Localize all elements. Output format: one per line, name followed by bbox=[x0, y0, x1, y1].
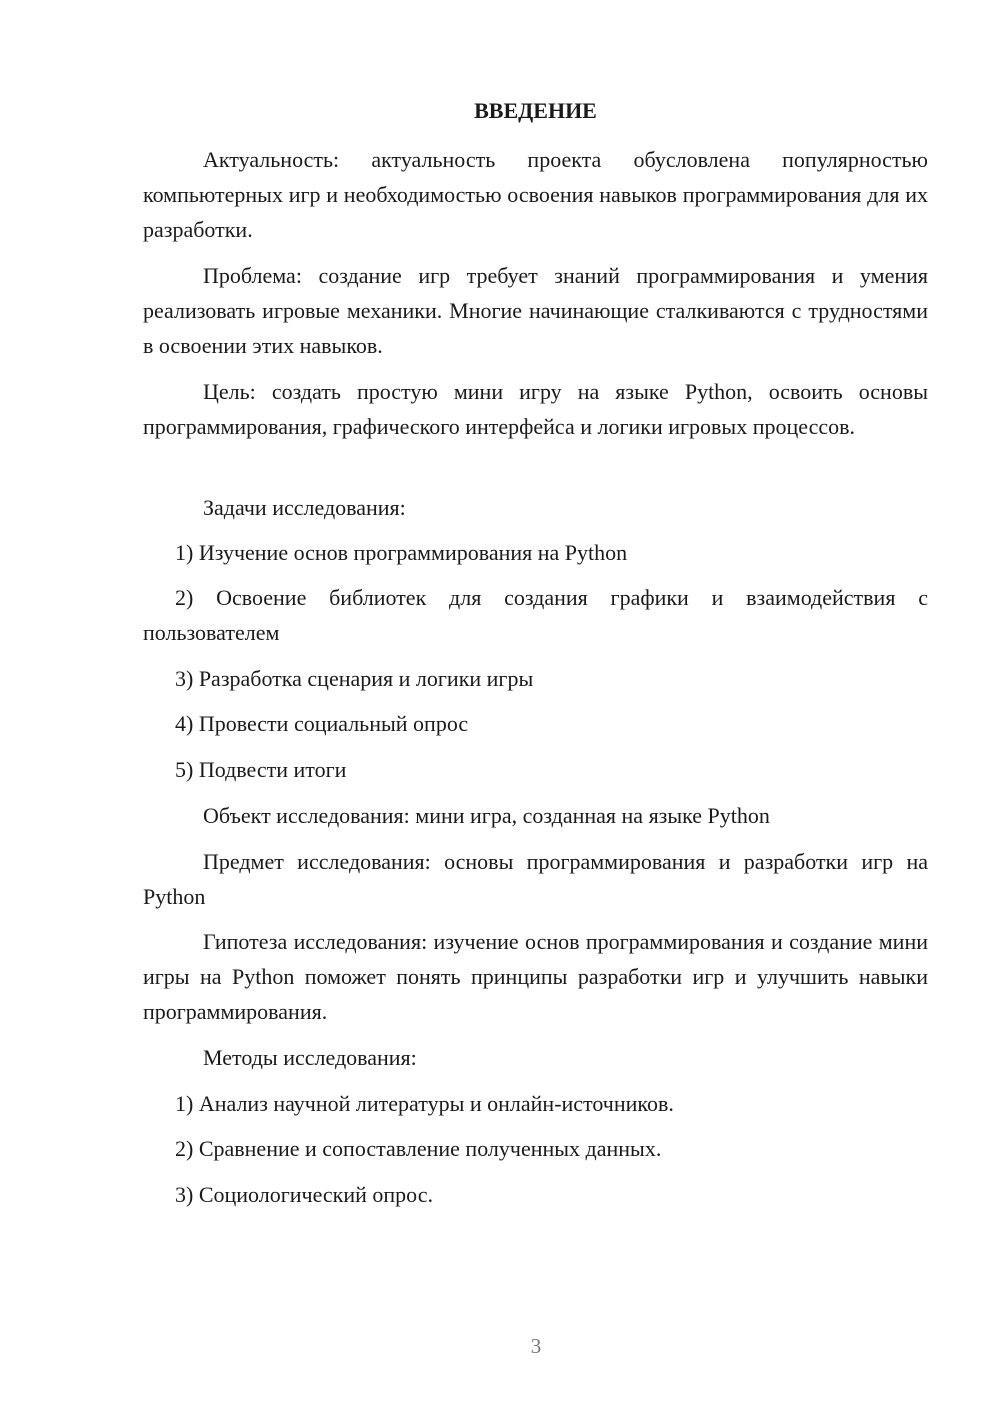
task-item: 5) Подвести итоги bbox=[175, 757, 347, 782]
problem-paragraph: Проблема: создание игр требует знаний программирования и умения реализовать игровые механики. Многие начинающие сталкиваются с трудностями в освоении этих навыков. bbox=[143, 263, 928, 358]
task-item: 1) Изучение основ программирования на Python bbox=[175, 540, 628, 565]
goal-paragraph: Цель: создать простую мини игру на языке Python, освоить основы программирования, графического интерфейса и логики игровых процессов. bbox=[143, 379, 928, 439]
task-item: 3) Разработка сценария и логики игры bbox=[175, 666, 534, 691]
object-paragraph: Объект исследования: мини игра, созданная на языке Python bbox=[203, 803, 770, 828]
method-item: 2) Сравнение и сопоставление полученных данных. bbox=[175, 1136, 662, 1161]
task-item: 4) Провести социальный опрос bbox=[175, 711, 469, 736]
page-number: 3 bbox=[530, 1334, 542, 1358]
relevance-paragraph: Актуальность: актуальность проекта обусловлена популярностью компьютерных игр и необходимостью освоения навыков программирования для их разработки. bbox=[143, 147, 928, 242]
task-item: 2) Освоение библиотек для создания графики и взаимодействия с пользователем bbox=[143, 585, 928, 645]
method-item: 1) Анализ научной литературы и онлайн-источников. bbox=[175, 1091, 674, 1116]
hypothesis-paragraph: Гипотеза исследования: изучение основ программирования и создание мини игры на Python поможет понять принципы разработки игр и улучшить навыки программирования. bbox=[143, 929, 928, 1024]
subject-paragraph: Предмет исследования: основы программирования и разработки игр на Python bbox=[143, 849, 928, 909]
method-item: 3) Социологический опрос. bbox=[175, 1182, 433, 1207]
tasks-heading: Задачи исследования: bbox=[203, 495, 406, 520]
page-title: ВВЕДЕНИЕ bbox=[474, 98, 597, 123]
methods-heading: Методы исследования: bbox=[203, 1045, 417, 1070]
